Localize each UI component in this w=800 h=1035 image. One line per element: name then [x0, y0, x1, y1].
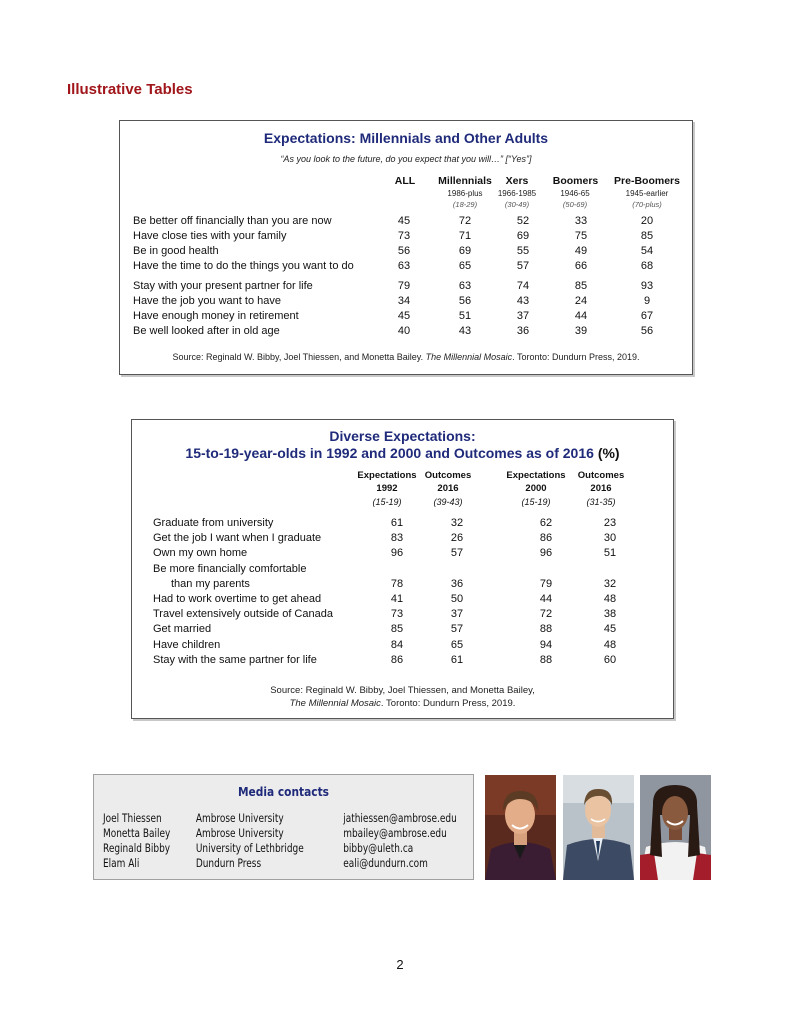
table-millennials-expectations	[119, 120, 693, 375]
table-row	[133, 294, 693, 309]
cell-value: 36	[450, 577, 464, 590]
table-row	[153, 516, 673, 531]
cell-value: 44	[574, 310, 588, 322]
cell-value: 65	[450, 638, 464, 651]
table-body	[153, 516, 673, 668]
column-ages: (30-49)	[504, 200, 530, 209]
cell-value: 73	[390, 608, 404, 621]
row-label: Have the time to do the things you want to do	[133, 260, 354, 272]
cell-value: 32	[603, 577, 617, 590]
cell-value: 51	[458, 310, 472, 322]
row-label: Have children	[153, 638, 221, 651]
row-label: Had to work overtime to get ahead	[153, 592, 322, 605]
contact-name: Monetta Bailey	[103, 826, 171, 840]
contact-row	[103, 811, 457, 826]
column-year: 1992	[376, 483, 398, 494]
source-prefix: Source: Reginald W. Bibby, Joel Thiessen, and Monetta Bailey.	[172, 352, 426, 362]
contact-org: Ambrose University	[195, 826, 284, 840]
contact-email[interactable]: jathiessen@ambrose.edu	[343, 811, 457, 825]
column-birth-years: 1945-earlier	[625, 189, 669, 198]
table-row	[133, 244, 693, 259]
cell-value: 96	[539, 547, 553, 560]
table-row	[133, 324, 693, 339]
row-label: Be in good health	[133, 245, 219, 257]
cell-value: 49	[574, 245, 588, 257]
column-header: Xers	[505, 175, 529, 187]
cell-value: 23	[603, 517, 617, 529]
column-birth-years: 1946-65	[560, 189, 590, 198]
cell-value: 56	[640, 325, 654, 337]
cell-value: 67	[640, 310, 654, 322]
column-ages: (31-35)	[586, 497, 616, 507]
cell-value: 88	[539, 653, 553, 666]
row-label: Travel extensively outside of Canada	[153, 608, 333, 621]
row-label: Be better off financially than you are now	[133, 215, 332, 227]
cell-value: 55	[516, 245, 530, 257]
cell-value: 43	[516, 295, 530, 307]
table-row	[133, 259, 693, 274]
cell-value: 56	[397, 245, 411, 257]
column-ages: (39-43)	[433, 497, 463, 507]
cell-value: 88	[539, 623, 553, 636]
table-row	[153, 577, 673, 592]
column-year: 2016	[437, 483, 459, 494]
cell-value: 52	[516, 215, 530, 227]
cell-value: 83	[390, 532, 404, 545]
cell-value: 43	[458, 325, 472, 337]
column-year: 2000	[525, 483, 547, 494]
media-contacts-box	[93, 774, 474, 880]
table-row	[153, 546, 673, 561]
table-row	[153, 592, 673, 607]
cell-value: 74	[516, 280, 530, 292]
cell-value: 41	[390, 592, 404, 605]
portrait-photo	[640, 775, 711, 880]
contact-name: Elam Ali	[103, 856, 140, 870]
table-source	[120, 352, 692, 362]
cell-value: 75	[574, 230, 588, 242]
cell-value: 45	[603, 623, 617, 636]
portrait-photo	[563, 775, 634, 880]
row-label: Have the job you want to have	[133, 295, 281, 307]
cell-value: 72	[539, 608, 553, 621]
contact-org: Dundurn Press	[195, 856, 262, 870]
cell-value: 26	[450, 532, 464, 545]
cell-value: 84	[390, 638, 404, 651]
cell-value: 32	[450, 517, 464, 529]
source-suffix: . Toronto: Dundurn Press, 2019.	[380, 698, 516, 709]
column-header: ALL	[394, 175, 416, 187]
cell-value: 50	[450, 592, 464, 605]
cell-value: 33	[574, 215, 588, 227]
table-row	[133, 279, 693, 294]
table-row	[153, 622, 673, 637]
table-source-line2	[132, 698, 673, 709]
table-title: Expectations: Millennials and Other Adults	[263, 130, 549, 146]
table-subtitle	[132, 445, 673, 461]
row-label: Stay with the same partner for life	[153, 653, 317, 666]
cell-value: 9	[643, 295, 651, 307]
contact-name: Reginald Bibby	[103, 841, 171, 855]
column-ages: (18-29)	[452, 200, 478, 209]
table-title: Diverse Expectations:	[329, 428, 476, 444]
cell-value: 79	[539, 577, 553, 590]
cell-value: 93	[640, 280, 654, 292]
table-body	[133, 214, 693, 339]
cell-value: 57	[450, 623, 464, 636]
column-header: Millennials	[438, 175, 492, 187]
survey-question: “As you look to the future, do you expect that you will…” [“Yes”]	[280, 154, 532, 164]
column-header: Expectations	[357, 470, 417, 481]
cell-value: 85	[640, 230, 654, 242]
source-book-title: The Millennial Mosaic	[289, 698, 381, 709]
cell-value: 57	[516, 260, 530, 272]
cell-value: 38	[603, 608, 617, 621]
cell-value: 63	[458, 280, 472, 292]
row-label: than my parents	[171, 577, 250, 590]
cell-value: 48	[603, 638, 617, 651]
contact-name: Joel Thiessen	[103, 811, 162, 825]
cell-value: 61	[450, 653, 464, 666]
row-label: Have enough money in retirement	[133, 310, 299, 322]
cell-value: 86	[539, 532, 553, 545]
cell-value: 24	[574, 295, 588, 307]
column-header: Pre-Boomers	[614, 175, 680, 187]
column-birth-years: 1966-1985	[497, 189, 537, 198]
cell-value: 51	[603, 547, 617, 560]
cell-value: 72	[458, 215, 472, 227]
table-row	[153, 653, 673, 668]
column-ages: (70-plus)	[632, 200, 662, 209]
cell-value: 37	[516, 310, 530, 322]
contact-row	[103, 841, 414, 856]
cell-value: 20	[640, 215, 654, 227]
cell-value: 69	[458, 245, 472, 257]
table-subtitle-unit: (%)	[597, 445, 620, 461]
table-row	[133, 214, 693, 229]
column-ages: (50-69)	[562, 200, 588, 209]
section-title: Illustrative Tables	[67, 81, 193, 98]
row-label: Graduate from university	[153, 517, 274, 529]
page-number: 2	[396, 957, 404, 972]
contact-row	[103, 856, 428, 871]
column-year: 2016	[590, 483, 612, 494]
source-book-title: The Millennial Mosaic	[425, 352, 513, 362]
row-label: Be well looked after in old age	[133, 325, 280, 337]
cell-value: 60	[603, 653, 617, 666]
table-row	[133, 229, 693, 244]
table-subtitle-text: 15-to-19-year-olds in 1992 and 2000 and Outcomes as of 2016	[185, 445, 594, 461]
cell-value: 63	[397, 260, 411, 272]
cell-value: 37	[450, 608, 464, 621]
table-row	[153, 638, 673, 653]
column-header: Boomers	[552, 175, 599, 187]
cell-value: 73	[397, 230, 411, 242]
row-label: Stay with your present partner for life	[133, 280, 313, 292]
cell-value: 57	[450, 547, 464, 560]
column-header: Expectations	[506, 470, 566, 481]
column-ages: (15-19)	[372, 497, 402, 507]
row-label: Get married	[153, 623, 212, 636]
table-source: Source: Reginald W. Bibby, Joel Thiessen, and Monetta Bailey,	[270, 685, 535, 696]
contact-org: University of Lethbridge	[195, 841, 304, 855]
cell-value: 66	[574, 260, 588, 272]
column-birth-years: 1986-plus	[447, 189, 483, 198]
cell-value: 96	[390, 547, 404, 560]
cell-value: 85	[390, 623, 404, 636]
cell-value: 62	[539, 517, 553, 529]
cell-value: 71	[458, 230, 472, 242]
cell-value: 34	[397, 295, 411, 307]
media-contacts-title: Media contacts	[237, 784, 330, 799]
cell-value: 54	[640, 245, 654, 257]
cell-value: 86	[390, 653, 404, 666]
table-row	[153, 531, 673, 546]
cell-value: 40	[397, 325, 411, 337]
contact-email[interactable]: eali@dundurn.com	[343, 856, 428, 870]
cell-value: 79	[397, 280, 411, 292]
cell-value: 68	[640, 260, 654, 272]
table-row	[133, 309, 693, 324]
row-label: Have close ties with your family	[133, 230, 287, 242]
cell-value: 45	[397, 215, 411, 227]
cell-value: 44	[539, 592, 553, 605]
cell-value: 30	[603, 532, 617, 545]
cell-value: 56	[458, 295, 472, 307]
contact-row	[103, 826, 447, 841]
cell-value: 65	[458, 260, 472, 272]
table-row	[153, 562, 673, 577]
table-row	[153, 607, 673, 622]
cell-value: 39	[574, 325, 588, 337]
row-label: Own my own home	[153, 547, 248, 560]
source-suffix: . Toronto: Dundurn Press, 2019.	[512, 352, 640, 362]
cell-value: 94	[539, 638, 553, 651]
contact-org: Ambrose University	[195, 811, 284, 825]
row-label: Be more financially comfortable	[153, 562, 307, 575]
column-header: Outcomes	[577, 470, 625, 481]
cell-value: 61	[390, 517, 404, 529]
cell-value: 36	[516, 325, 530, 337]
cell-value: 69	[516, 230, 530, 242]
cell-value: 48	[603, 592, 617, 605]
cell-value: 45	[397, 310, 411, 322]
portrait-photo	[485, 775, 556, 880]
contact-email[interactable]: bibby@uleth.ca	[343, 841, 414, 855]
column-ages: (15-19)	[521, 497, 551, 507]
cell-value: 78	[390, 577, 404, 590]
column-header: Outcomes	[424, 470, 472, 481]
table-diverse-expectations	[131, 419, 674, 719]
cell-value: 85	[574, 280, 588, 292]
contact-email[interactable]: mbailey@ambrose.edu	[343, 826, 447, 840]
row-label: Get the job I want when I graduate	[153, 532, 322, 545]
